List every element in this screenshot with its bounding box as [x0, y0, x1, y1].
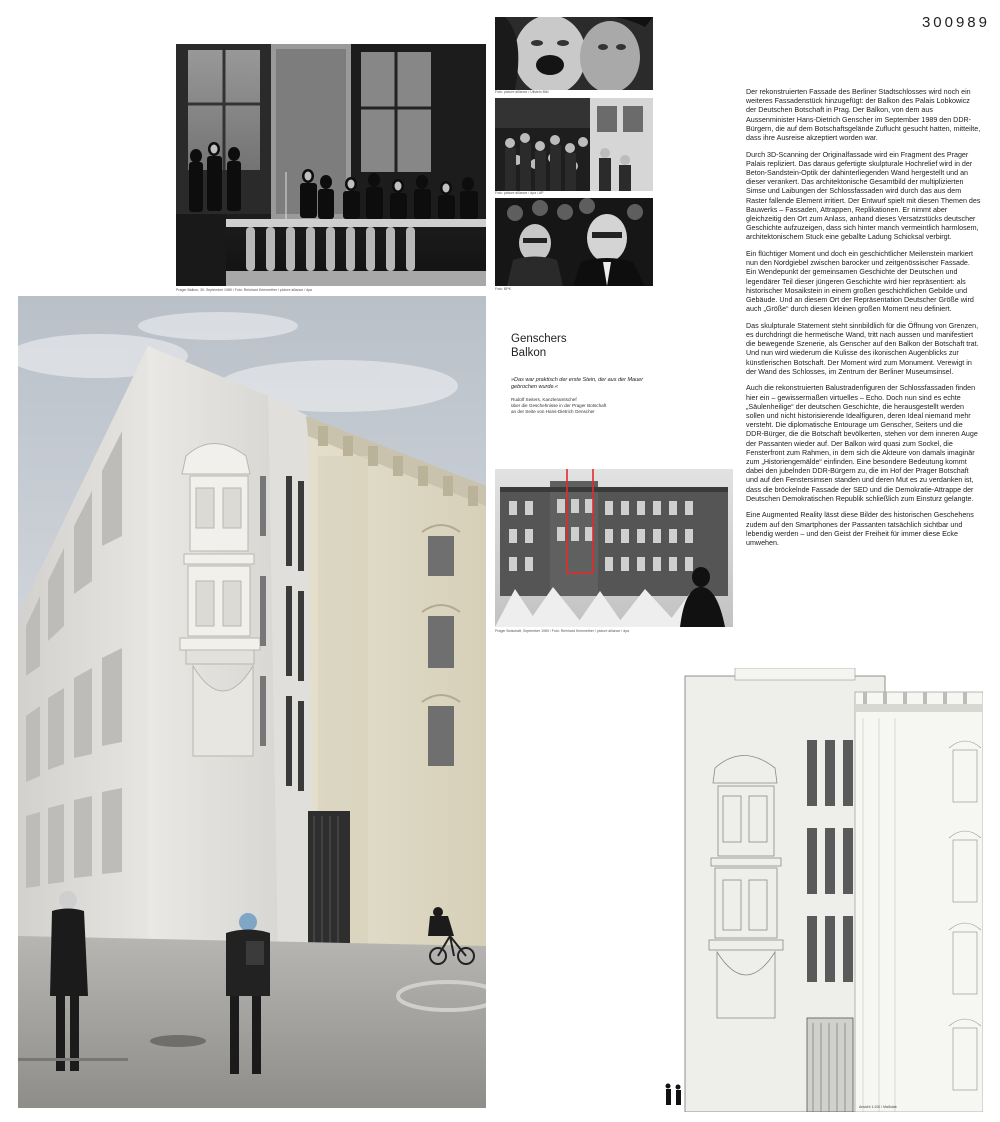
faces-photo-caption: Foto: picture alliance / Ullstein Bild [495, 90, 549, 94]
quote-source [511, 397, 651, 415]
body-paragraph: Ein flüchtiger Moment und doch ein geschichtlicher Meilenstein markiert nun den Nordgiebel zwischen barocker und zeitgenössischer Fassade. Ein Wendepunkt der gemeinsamen Geschichte der Deutschen und legendärer Teil dieser jüngeren Geschichte wird hier repräsentiert: als historischer Mosaikstein in einem großen geschichtlichen Gebilde und Gebäude. Und an diesem Ort der Repräsentation Deutscher Größe wird auch „Größe“ durch diesen kleinen großen Moment neu definiert. [746, 250, 974, 314]
embassy-photo-caption: Prager Botschaft, September 1989 / Foto: Reinhard Kemmether / picture alliance / dpa [495, 629, 630, 633]
body-paragraph: Durch 3D-Scanning der Originalfassade wird ein Fragment des Prager Palais repliziert. Das daraus gefertigte skulpturale Hochrelief wird in der Beton-Sandstein-Optik der dahinterliegenden Wand hergestellt und an dieser verankert. Das architektonische Gesamtbild der multiplizierten Simse und Laibungen der Schlossfassaden wird durch das aus dem Raster fallende Element irritiert. Der Entwurf spielt mit diesen Themen des Bauwerks – Fassaden, Attrappen, Replikationen. Er nimmt aber gleichzeitig den Ort zum Anlass, anhand dieses Versatzstücks deutscher Geschichte aufzuzeigen, dass sich hinter manch vermeintlich harmlosem, architektonischem Stuck eine geballte Ladung Schicksal verbirgt. [746, 150, 981, 242]
train-photo-caption: Foto: picture alliance / dpa / AP [495, 191, 544, 195]
title-line-2: Balkon [511, 347, 547, 359]
body-paragraph: Eine Augmented Reality lässt diese Bilder des historischen Geschehens zudem auf den Smartphones der Passanten tatsächlich sichtbar und lebendig werden – und den Geist der Freiheit für immer diese Ecke umwehen. [746, 511, 974, 548]
facade-elevation-drawing [653, 668, 983, 1112]
quote-text: »Das war praktisch der erste Stein, der aus der Mauer gebrochen wurde.« [511, 377, 644, 390]
body-paragraph: Auch die rekonstruierten Balustradenfiguren der Schlossfassaden finden hier ein – gewissermaßen virtuelles – Echo. Doch nun sind es echte „Säulenheilige“ der deutschen Geschichte, die herausgestellt werden sollen und nicht historisierende Idealfiguren, deren Ideal niemand mehr versteht. Die diplomatische Entourage um Genscher, Seiters und die DDR-Bürger, die die Botschaft bevölkerten, stehen vor dem inneren Auge der Passanten wieder auf. Der Balkon wird quasi zum Sockel, die Fensterfront zum Rahmen, in dem sich die Akteure von damals imaginär zum „Historiengemälde“ einfinden. Eine besondere Bedeutung kommt dabei den jubelnden DDR-Bürgern zu, die im Hof der Prager Botschaft und auf den Fenstersimsen standen und deren Mut es zu verdanken ist, dass die bröckelnde Fassade der SED und die Demokratie-Attrappe der Deutschen Demokratischen Republik schließlich zum Einsturz gelangte. [746, 384, 978, 503]
body-paragraph: Das skulpturale Statement steht sinnbildlich für die Öffnung von Grenzen, es durchdringt die hermetische Wand, tritt nach aussen und manifestiert die bewegende Szenerie, als Genscher auf den Balkon der Botschaft trat. Und nun wird wiederum die Kulisse des ikonischen Augenblicks zur künstlerischen Botschaft. Der Moment wird zum Monument. Verewigt in der Wand des Schlosses, im Zentrum der Berliner Museumsinsel. [746, 321, 979, 376]
cheering-faces-photo [495, 17, 653, 90]
scale-figures-icon [666, 1084, 682, 1106]
quote-context-2: an der Seite von Hans-Dietrich Genscher [511, 409, 595, 414]
body-text-column [746, 88, 982, 556]
balcony-photo-caption: Prager Balkon, 30. September 1989 / Foto: Reinhard Kemmether / picture alliance / dpa [176, 288, 312, 292]
balcony-historic-photo [176, 44, 486, 286]
stadtschloss-facade-photo [18, 296, 486, 1108]
body-paragraph: Der rekonstruierten Fassade des Berliner Stadtschlosses wird noch ein weiteres Fassadenstück hinzugefügt: der Balkon des Palais Lobkowicz der Deutschen Botschaft in Prag. Der Balkon, von dem aus Aussenminister Hans-Dietrich Genscher im September 1989 den DDR-Bürgern, die auf dem Botschaftsgelände Zuflucht gesucht hatten, mitteilte, dass ihre Ausreise akzeptiert worden war. [746, 88, 981, 143]
train-platform-photo [495, 98, 653, 191]
quote-context-1: über die Geschehnisse in der Prager Botschaft [511, 403, 607, 408]
page-title [511, 332, 711, 360]
drawing-scale-note: Ansicht 1:100 / Maßstab [859, 1105, 897, 1109]
title-line-1: Genschers [511, 333, 567, 345]
sheet-number: 300989 [921, 14, 990, 31]
embassy-palais-photo [495, 469, 733, 627]
quote-author: Rudolf Seiters, Kanzleramtschef [511, 397, 577, 402]
genscher-photo-caption: Foto: BPK [495, 287, 511, 291]
genscher-crowd-photo [495, 198, 653, 286]
